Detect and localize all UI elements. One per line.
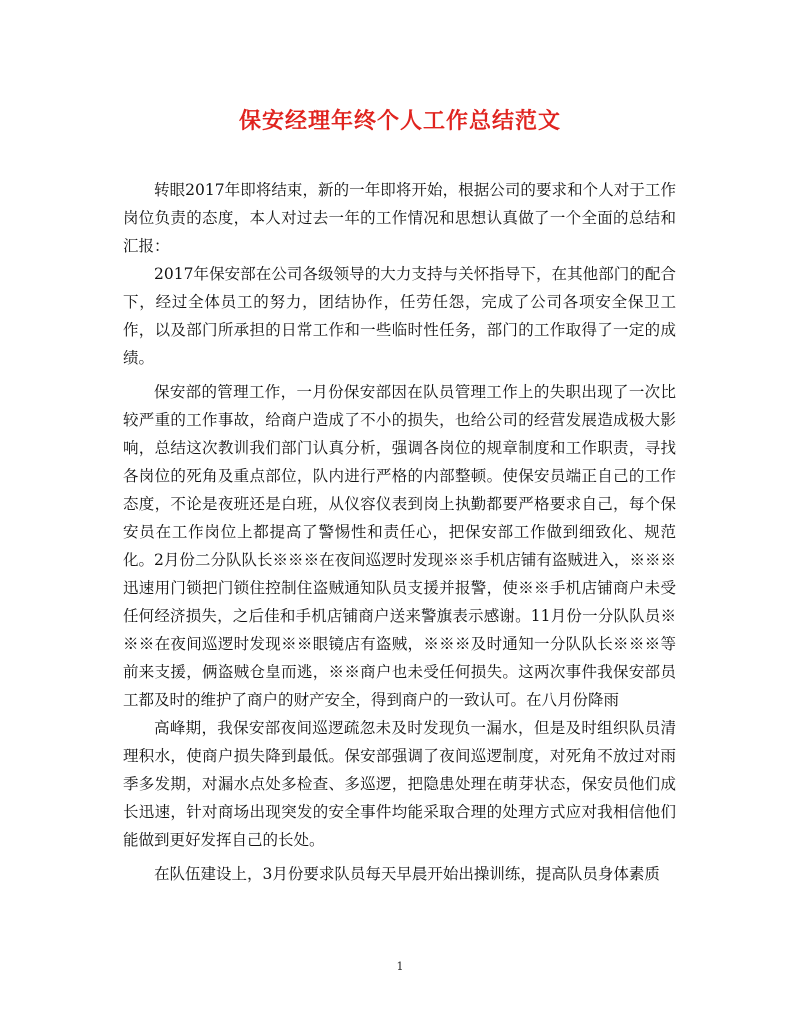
page-number: 1 [396, 960, 404, 973]
paragraph-intro: 转眼2017年即将结束，新的一年即将开始，根据公司的要求和个人对于工作岗位负责的态度，本人对过去一年的工作情况和思想认真做了一个全面的总结和汇报： [123, 181, 676, 255]
paragraph-management: 保安部的管理工作，一月份保安部因在队员管理工作上的失职出现了一次比较严重的工作事故，给商户造成了不小的损失，也给公司的经营发展造成极大影响，总结这次教训我们部门认真分析，强调各岗位的规章制度和工作职责，寻找各岗位的死角及重点部位，队内进行严格的内部整顿。使保安员端正自己的工作态度，不论是夜班还是白班，从仪容仪表到岗上执勤都要严格要求自己，每个保安员在工作岗位上都提高了警惕性和责任心，把保安部工作做到细致化、规范化。2月份二分队队长※※※在夜间巡逻时发现※※手机店铺有盗贼进入，※※※迅速用门锁把门锁住控制住盗贼通知队员支援并报警，使※※手机店铺商户未受任何经济损失，之后佳和手机店铺商户送来警旗表示感谢。11月份一分队队员※※※在夜间巡逻时发现※※眼镜店有盗贼，※※※及时通知一分队队长※※※等前来支援，俩盗贼仓皇而逃，※※商户也未受任何损失。这两次事件我保安部员工都及时的维护了商户的财产安全，得到商户的一致认可。在八月份降雨 [123, 383, 676, 709]
paragraph-summary: 2017年保安部在公司各级领导的大力支持与关怀指导下，在其他部门的配合下，经过全体员工的努力，团结协作，任劳任怨，完成了公司各项安全保卫工作，以及部门所承担的日常工作和一些临时性任务，部门的工作取得了一定的成绩。 [123, 265, 676, 367]
document-body [123, 176, 676, 888]
document-title: 保安经理年终个人工作总结范文 [238, 108, 561, 134]
paragraph-team-building: 在队伍建设上，3月份要求队员每天早晨开始出操训练，提高队员身体素质 [154, 865, 660, 883]
paragraph-rain-season: 高峰期，我保安部夜间巡逻疏忽未及时发现负一漏水，但是及时组织队员清理积水，使商户损失降到最低。保安部强调了夜间巡逻制度，对死角不放过对雨季多发期，对漏水点处多检查、多巡逻，把隐患处理在萌芽状态，保安员他们成长迅速，针对商场出现突发的安全事件均能采取合理的处理方式应对我相信他们能做到更好发挥自己的长处。 [123, 719, 676, 849]
